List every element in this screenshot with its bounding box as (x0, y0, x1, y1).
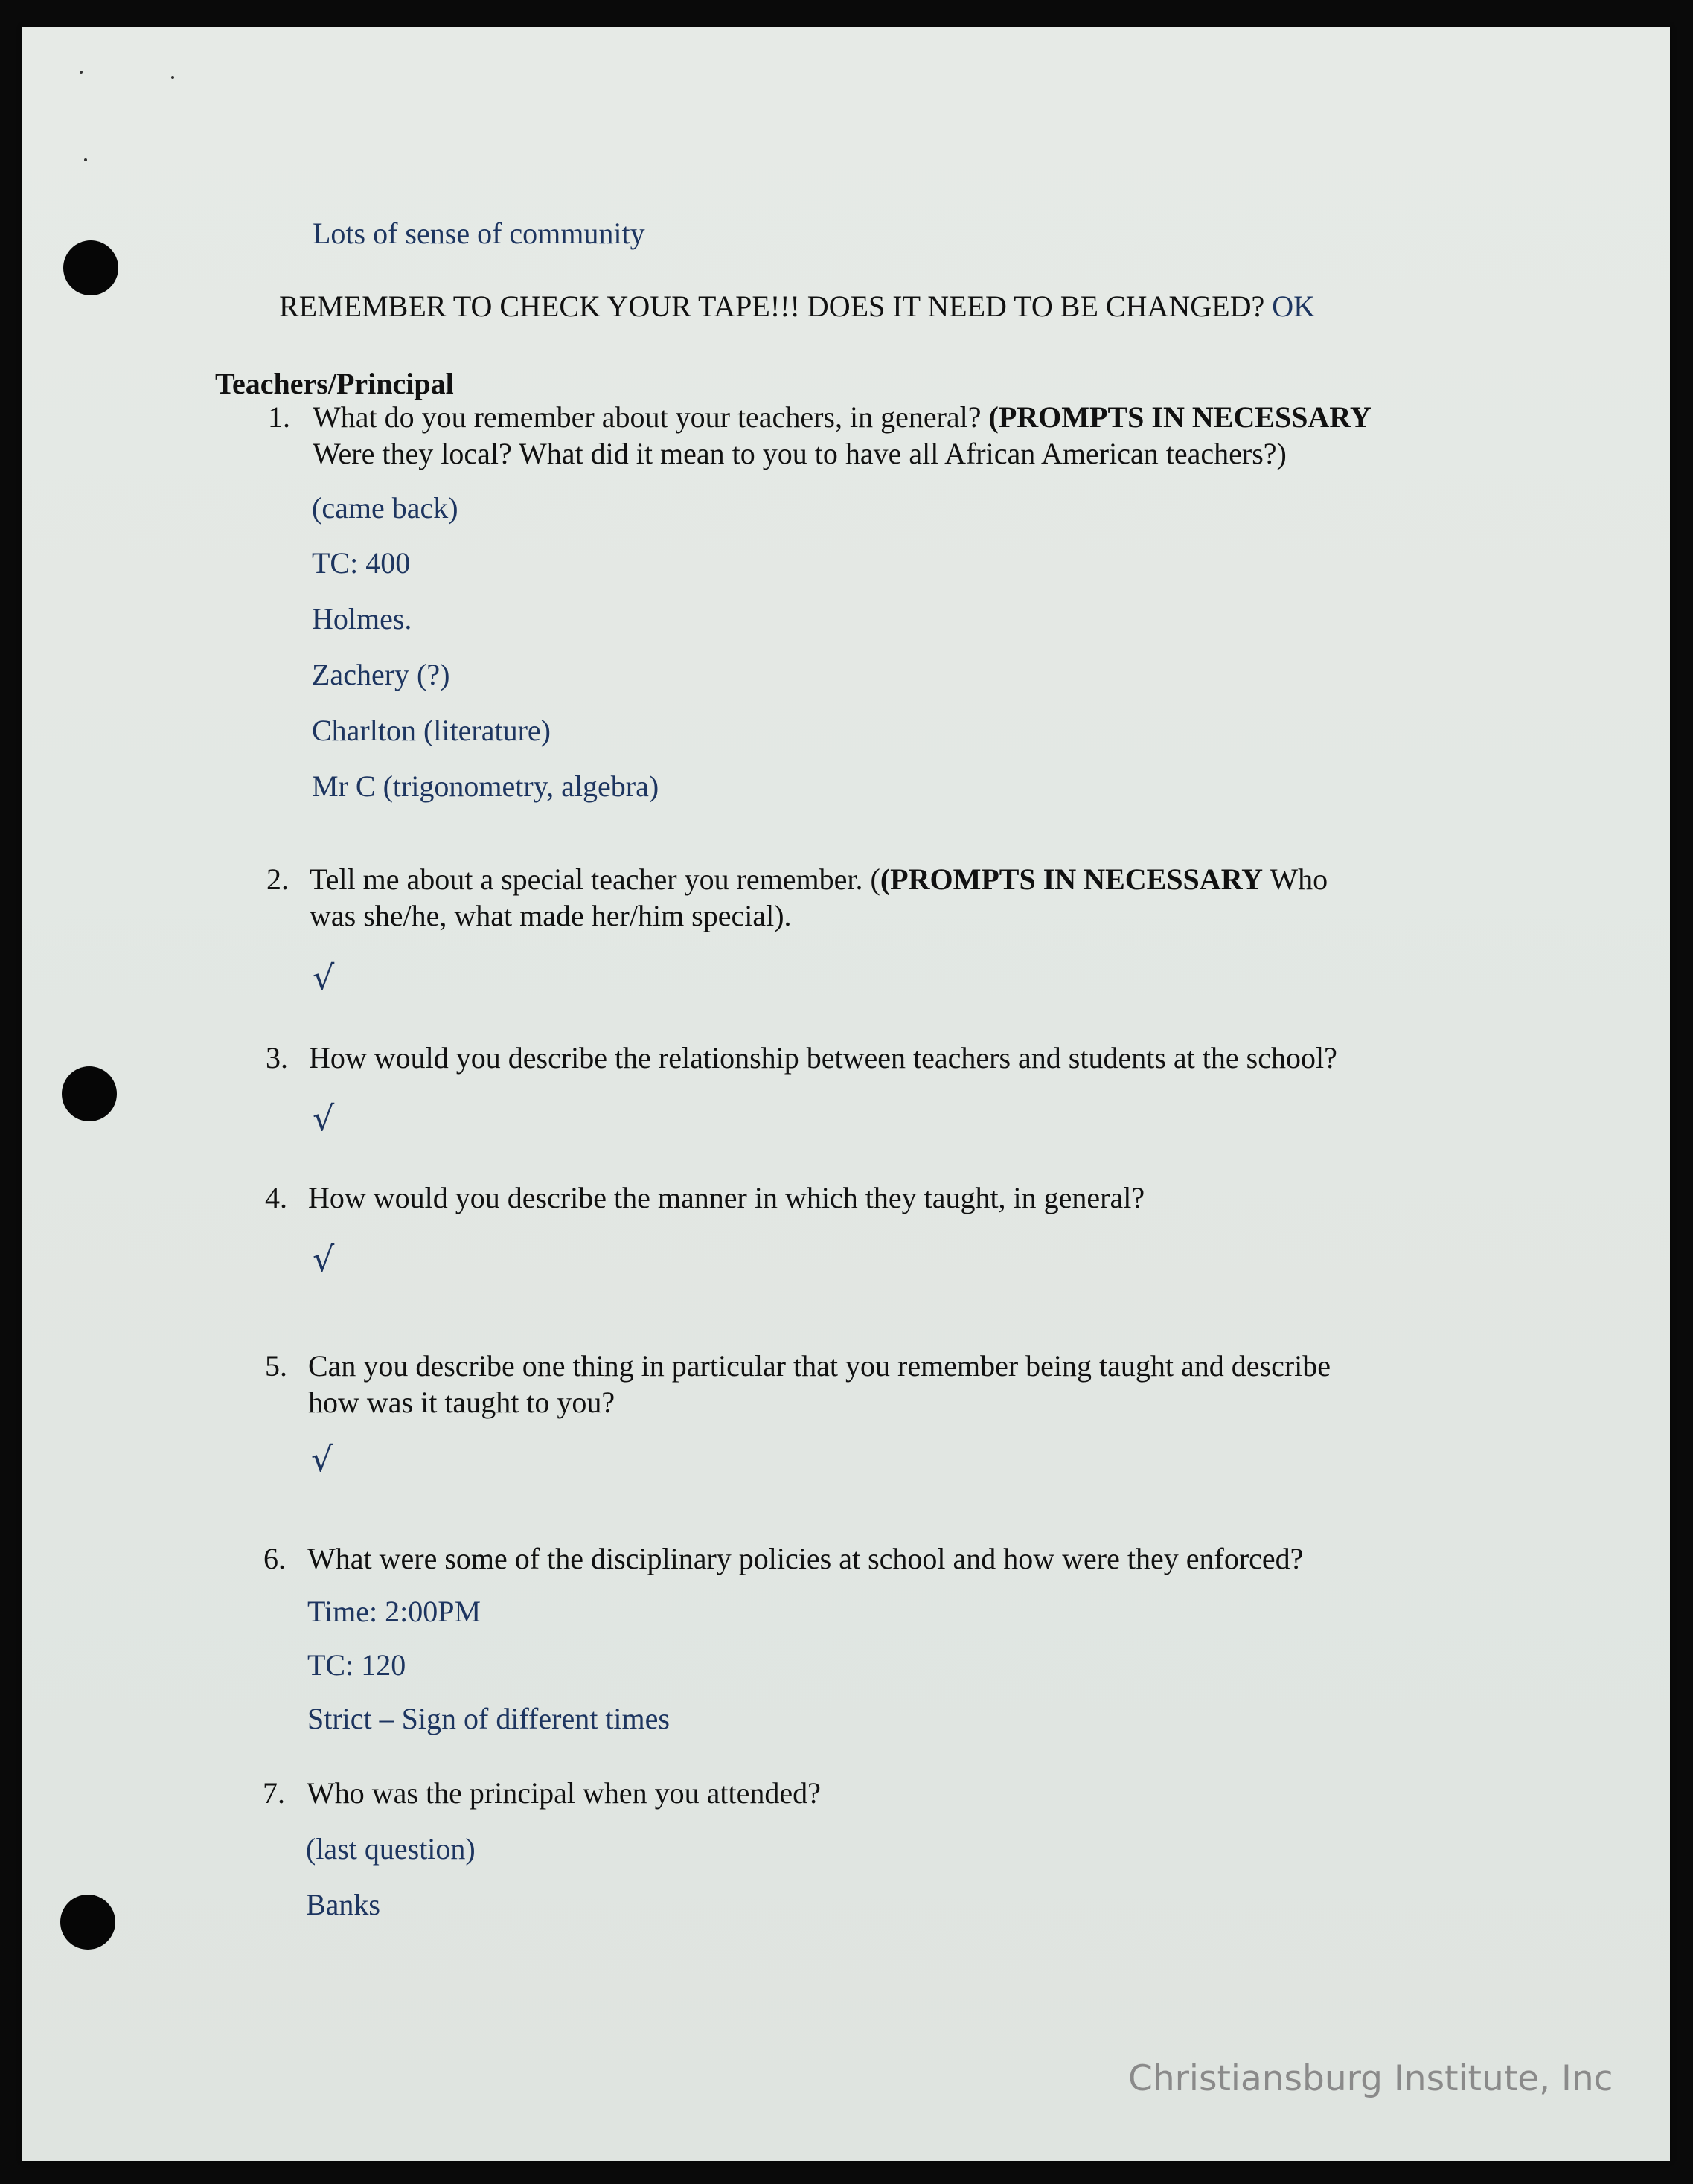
question-6-line-1: What were some of the disciplinary policies at school and how were they enforced? (307, 1542, 1304, 1575)
question-1-line-1 (313, 400, 1372, 435)
question-4-line-1: How would you describe the manner in which they taught, in general? (308, 1181, 1145, 1214)
answer-note: Zachery (?) (312, 658, 450, 691)
binder-hole-top (63, 240, 118, 295)
answer-note: Charlton (literature) (312, 714, 551, 747)
question-3-line-1: How would you describe the relationship between teachers and students at the school? (309, 1041, 1337, 1075)
question-2-line-1 (310, 862, 1328, 897)
question-text: What do you remember about your teachers, in general? (313, 400, 982, 434)
question-1-line-2: Were they local? What did it mean to you to have all African American teachers?) (313, 437, 1287, 470)
question-5-line-1: Can you describe one thing in particular that you remember being taught and describe (308, 1349, 1331, 1383)
question-2-line-2: was she/he, what made her/him special). (310, 899, 792, 932)
question-text-tail: Who (1270, 862, 1328, 896)
checkmark-icon: √ (313, 958, 335, 998)
watermark: Christiansburg Institute, Inc (1128, 2058, 1613, 2099)
paper-speck (80, 71, 83, 74)
answer-note: Strict – Sign of different times (307, 1702, 670, 1735)
question-text: Tell me about a special teacher you remember. ( (310, 862, 880, 896)
paper-speck (84, 158, 87, 161)
binder-hole-middle (62, 1066, 117, 1121)
answer-note: Time: 2:00PM (307, 1595, 481, 1628)
question-number: 5. (265, 1349, 287, 1383)
document-page (22, 27, 1670, 2161)
answer-note: (came back) (312, 491, 458, 525)
checkmark-icon: √ (313, 1239, 335, 1279)
tape-reminder-text: REMEMBER TO CHECK YOUR TAPE!!! DOES IT NEED TO BE CHANGED? (279, 289, 1265, 323)
answer-note: TC: 120 (307, 1648, 406, 1682)
question-number: 3. (266, 1041, 288, 1075)
question-number: 2. (266, 862, 289, 896)
question-number: 6. (263, 1542, 286, 1575)
question-number: 7. (263, 1776, 285, 1810)
checkmark-icon: √ (311, 1439, 333, 1479)
answer-note: TC: 400 (312, 546, 411, 580)
question-number: 4. (265, 1181, 287, 1214)
paper-speck (171, 76, 174, 79)
binder-hole-bottom (60, 1895, 115, 1950)
section-title: Teachers/Principal (215, 367, 454, 400)
answer-note: (last question) (306, 1832, 476, 1866)
question-7-line-1: Who was the principal when you attended? (307, 1776, 821, 1810)
answer-note: Holmes. (312, 602, 412, 635)
question-number: 1. (268, 400, 290, 434)
answer-note: Banks (306, 1888, 380, 1921)
checkmark-icon: √ (313, 1098, 335, 1139)
tape-reminder (279, 289, 1315, 324)
header-note: Lots of sense of community (313, 217, 645, 250)
prompt-label: (PROMPTS IN NECESSARY (988, 400, 1372, 434)
answer-note: Mr C (trigonometry, algebra) (312, 769, 659, 803)
tape-reminder-answer: OK (1272, 289, 1315, 323)
prompt-label: (PROMPTS IN NECESSARY (880, 862, 1264, 896)
question-5-line-2: how was it taught to you? (308, 1386, 615, 1419)
